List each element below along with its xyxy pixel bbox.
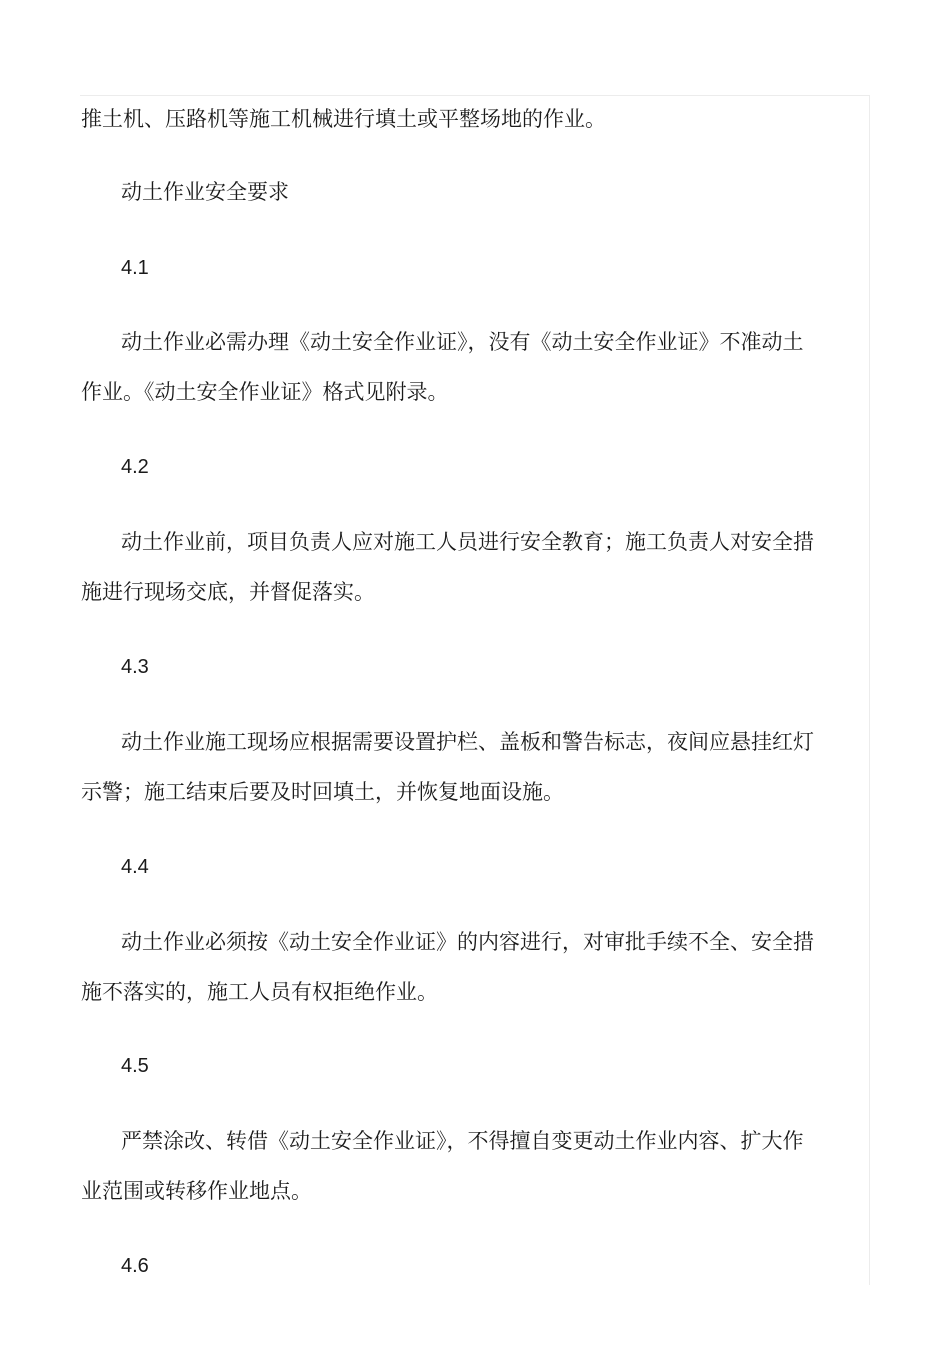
item-number-4-4: 4.4 xyxy=(121,856,149,878)
item-text-4-5: 严禁涂改、转借《动土安全作业证》，不得擅自变更动土作业内容、扩大作业范围或转移作业地点。 xyxy=(81,1129,804,1203)
item-number-4-2: 4.2 xyxy=(121,456,149,478)
item-number-4-1: 4.1 xyxy=(121,257,149,279)
item-text-4-2: 动土作业前，项目负责人应对施工人员进行安全教育；施工负责人对安全措施进行现场交底，并督促落实。 xyxy=(81,530,814,604)
item-text-4-1: 动土作业必需办理《动土安全作业证》，没有《动土安全作业证》不准动土作业。《动土安全作业证》格式见附录。 xyxy=(81,330,804,404)
item-text-4-3: 动土作业施工现场应根据需要设置护栏、盖板和警告标志，夜间应悬挂红灯示警；施工结束后要及时回填土，并恢复地面设施。 xyxy=(81,730,814,804)
page-border-right xyxy=(869,95,870,1285)
section-title: 动土作业安全要求 xyxy=(121,180,289,204)
item-number-4-6: 4.6 xyxy=(121,1255,149,1277)
item-number-4-5: 4.5 xyxy=(121,1055,149,1077)
item-text-4-4: 动土作业必须按《动土安全作业证》的内容进行，对审批手续不全、安全措施不落实的，施工人员有权拒绝作业。 xyxy=(81,930,814,1004)
intro-paragraph: 推土机、压路机等施工机械进行填土或平整场地的作业。 xyxy=(81,107,606,131)
item-number-4-3: 4.3 xyxy=(121,656,149,678)
